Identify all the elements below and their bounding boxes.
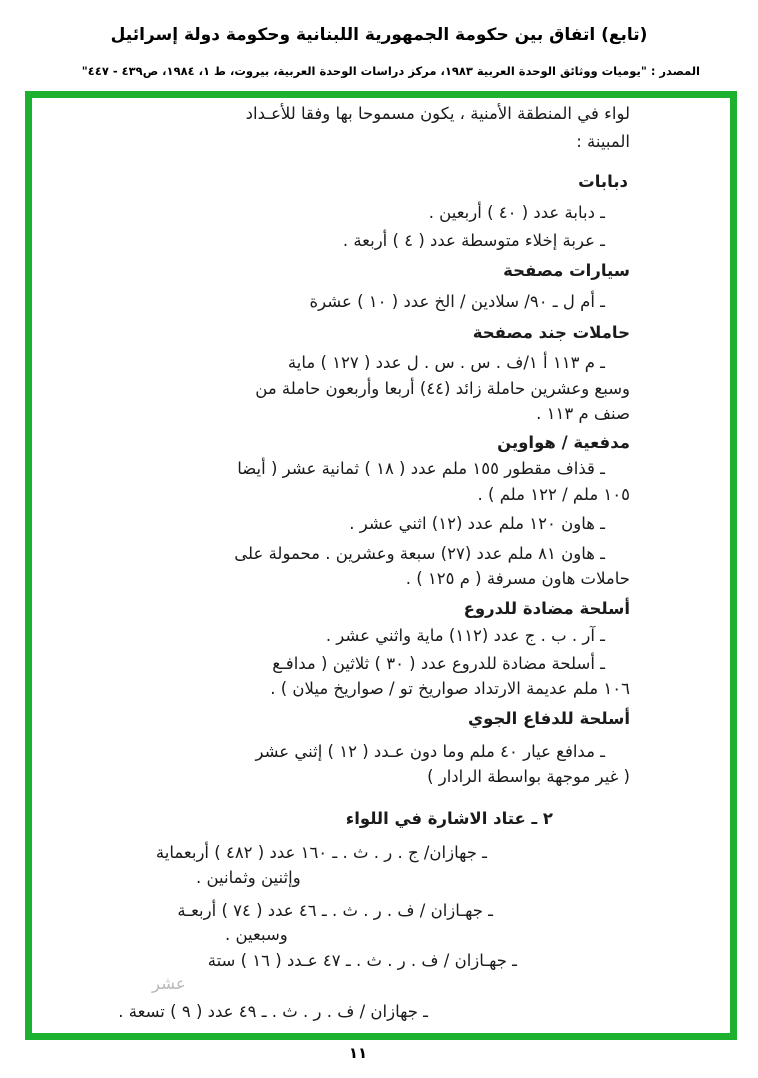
list-item: ـ دبابة عدد ( ٤٠ ) أربعين . (428, 203, 605, 222)
list-item: ـ عربة إخلاء متوسطة عدد ( ٤ ) أربعة . (342, 231, 605, 250)
list-item-continuation: صنف م ١١٣ . (536, 404, 630, 423)
list-item-continuation-faded: عشر (152, 974, 186, 993)
section-heading-tanks: دبابات (578, 172, 628, 191)
list-item-continuation: حاملات هاون مسرفة ( م ١٢٥ ) . (405, 569, 630, 588)
list-item: ـ جهازان/ ج . ر . ث . ـ ١٦٠ عدد ( ٤٨٢ ) أربعماية (155, 843, 487, 862)
list-item: ـ م ١١٣ أ ١/ف . س . س . ل عدد ( ١٢٧ ) ماية (287, 353, 605, 372)
list-item: ـ هاون ٨١ ملم عدد (٢٧) سبعة وعشرين . محمولة على (234, 544, 605, 563)
list-item: ـ هاون ١٢٠ ملم عدد (١٢) اثني عشر . (349, 514, 605, 533)
list-item-continuation: وإثنين وثمانين . (196, 868, 301, 887)
list-item: ـ قذاف مقطور ١٥٥ ملم عدد ( ١٨ ) ثمانية عشر ( أيضا (237, 459, 605, 478)
section-heading-armored-cars: سيارات مصفحة (503, 261, 630, 280)
page-number: ١١ (348, 1044, 368, 1062)
list-item: ـ جهـازان / ف . ر . ث . ـ ٤٧ عـدد ( ١٦ ) ستة (207, 951, 517, 970)
section-heading-anti-armor-weapons: أسلحة مضادة للدروع (463, 599, 630, 618)
list-item-continuation: ( غير موجهة بواسطة الرادار ) (427, 767, 630, 786)
intro-line: لواء في المنطقة الأمنية ، يكون مسموحا بها وفقا للأعـداد (245, 104, 630, 123)
document-title: (تابع) اتفاق بين حكومة الجمهورية اللبنانية وحكومة دولة إسرائيل (110, 25, 648, 45)
list-item: ـ أسلحة مضادة للدروع عدد ( ٣٠ ) ثلاثين ( مدافـع (272, 654, 605, 673)
intro-line-continuation: المبينة : (576, 132, 630, 151)
list-item-continuation: ١٠٥ ملم / ١٢٢ ملم ) . (477, 485, 630, 504)
list-item-continuation: ١٠٦ ملم عديمة الارتداد صواريخ تو / صواريخ ميلان ) . (270, 679, 630, 698)
list-item: ـ مدافع عيار ٤٠ ملم وما دون عـدد ( ١٢ ) إثني عشر (255, 742, 605, 761)
list-item-continuation: وسبعين . (225, 925, 288, 944)
list-item: ـ أم ل ـ ٩٠/ سلادين / الخ عدد ( ١٠ ) عشرة (309, 292, 605, 311)
section-heading-signal-equipment: ٢ ـ عتاد الاشارة في اللواء (345, 809, 553, 828)
list-item-continuation: وسبع وعشرين حاملة زائد (٤٤) أربعا وأربعون حاملة من (255, 379, 630, 398)
list-item: ـ جهـازان / ف . ر . ث . ـ ٤٦ عدد ( ٧٤ ) أربعـة (177, 901, 493, 920)
section-heading-air-defense-weapons: أسلحة للدفاع الجوي (468, 709, 630, 728)
section-heading-artillery-mortars: مدفعية / هواوين (497, 433, 630, 452)
list-item: ـ آر . ب . ج عدد (١١٢) ماية واثني عشر . (325, 626, 605, 645)
section-heading-armored-personnel-carriers: حاملات جند مصفحة (472, 323, 630, 342)
source-citation: المصدر : "يوميات ووثائق الوحدة العربية ١٩٨٣، مركز دراسات الوحدة العربية، بيروت، ط ١، ١٩٨٤، ص٤٣٩ - ٤٤٧" (81, 64, 700, 78)
list-item: ـ جهازان / ف . ر . ث . ـ ٤٩ عدد ( ٩ ) تسعة . (118, 1002, 428, 1021)
